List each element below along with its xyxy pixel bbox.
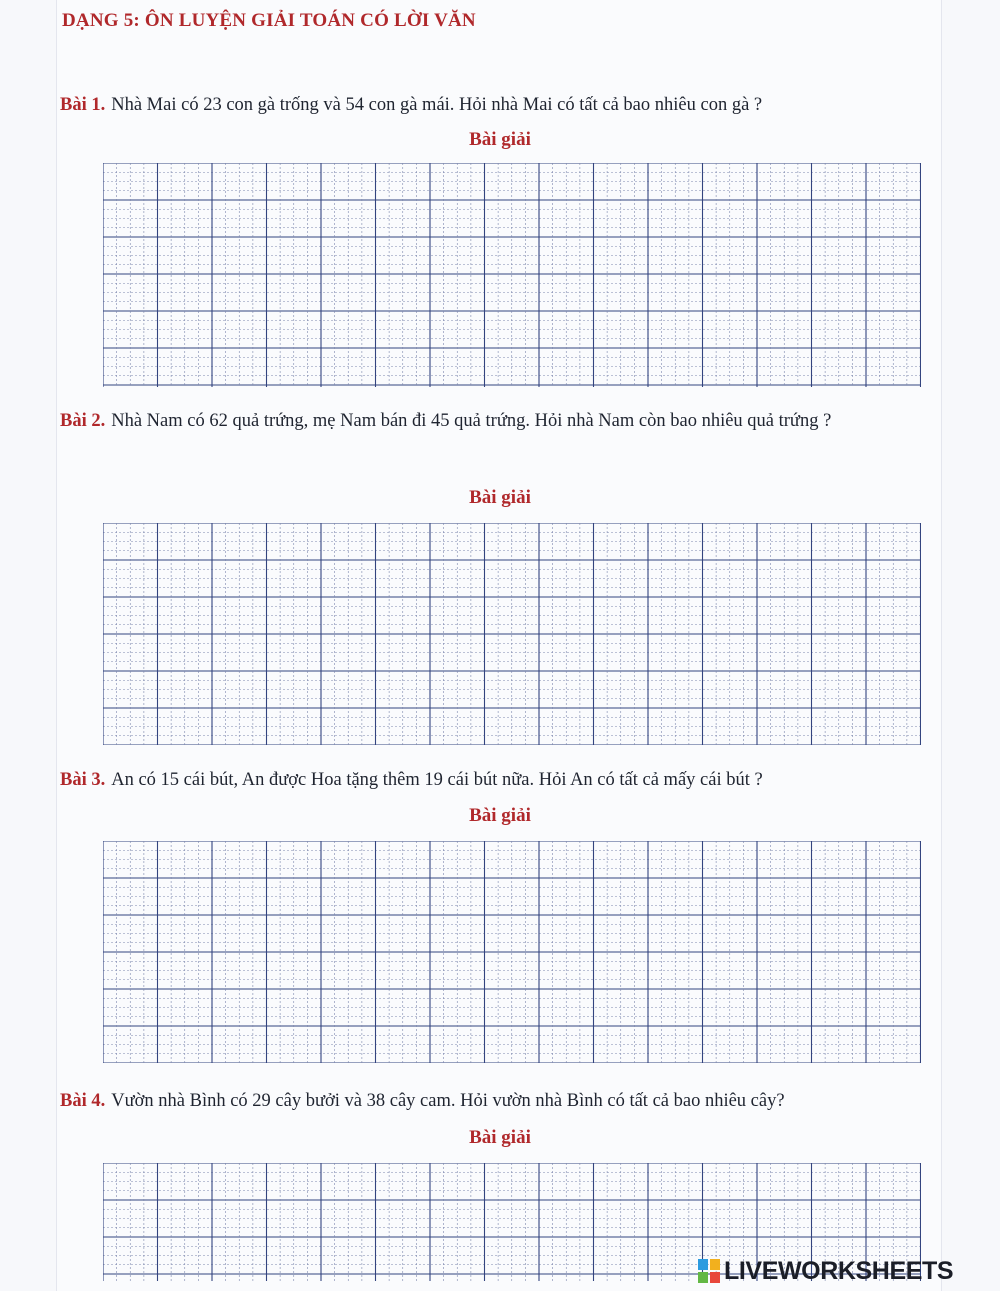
- solution-label-4: Bài giải: [469, 1127, 531, 1148]
- liveworksheets-logo-icon: [698, 1259, 720, 1283]
- problem-4-text: Vườn nhà Bình có 29 cây bưởi và 38 cây cam. Hỏi vườn nhà Bình có tất cả bao nhiêu cây?: [111, 1091, 785, 1111]
- problem-4: [60, 1083, 932, 1119]
- solution-label-2: Bài giải: [469, 487, 531, 508]
- problem-1: [60, 87, 932, 123]
- problem-2-text: Nhà Nam có 62 quả trứng, mẹ Nam bán đi 45 quả trứng. Hỏi nhà Nam còn bao nhiêu quả trứng ?: [111, 411, 832, 431]
- problem-1-text: Nhà Mai có 23 con gà trống và 54 con gà mái. Hỏi nhà Mai có tất cả bao nhiêu con gà ?: [111, 95, 763, 115]
- problem-1-number: Bài 1.: [60, 95, 106, 115]
- solution-label-3: Bài giải: [469, 805, 531, 826]
- solution-label-1: Bài giải: [469, 129, 531, 150]
- problem-2-number: Bài 2.: [60, 411, 106, 431]
- problem-3-text: An có 15 cái bút, An được Hoa tặng thêm 19 cái bút nữa. Hỏi An có tất cả mấy cái bút ?: [111, 770, 763, 790]
- problem-4-number: Bài 4.: [60, 1091, 106, 1111]
- answer-grid-3[interactable]: [103, 841, 921, 1063]
- problem-2: [60, 403, 932, 439]
- answer-grid-1[interactable]: [103, 163, 921, 387]
- liveworksheets-logo: [698, 1256, 953, 1286]
- problem-3-number: Bài 3.: [60, 770, 106, 790]
- problem-3: [60, 762, 932, 798]
- liveworksheets-logo-text: LIVEWORKSHEETS: [724, 1256, 954, 1285]
- section-title: DẠNG 5: ÔN LUYỆN GIẢI TOÁN CÓ LỜI VĂN: [62, 10, 476, 31]
- answer-grid-2[interactable]: [103, 523, 921, 745]
